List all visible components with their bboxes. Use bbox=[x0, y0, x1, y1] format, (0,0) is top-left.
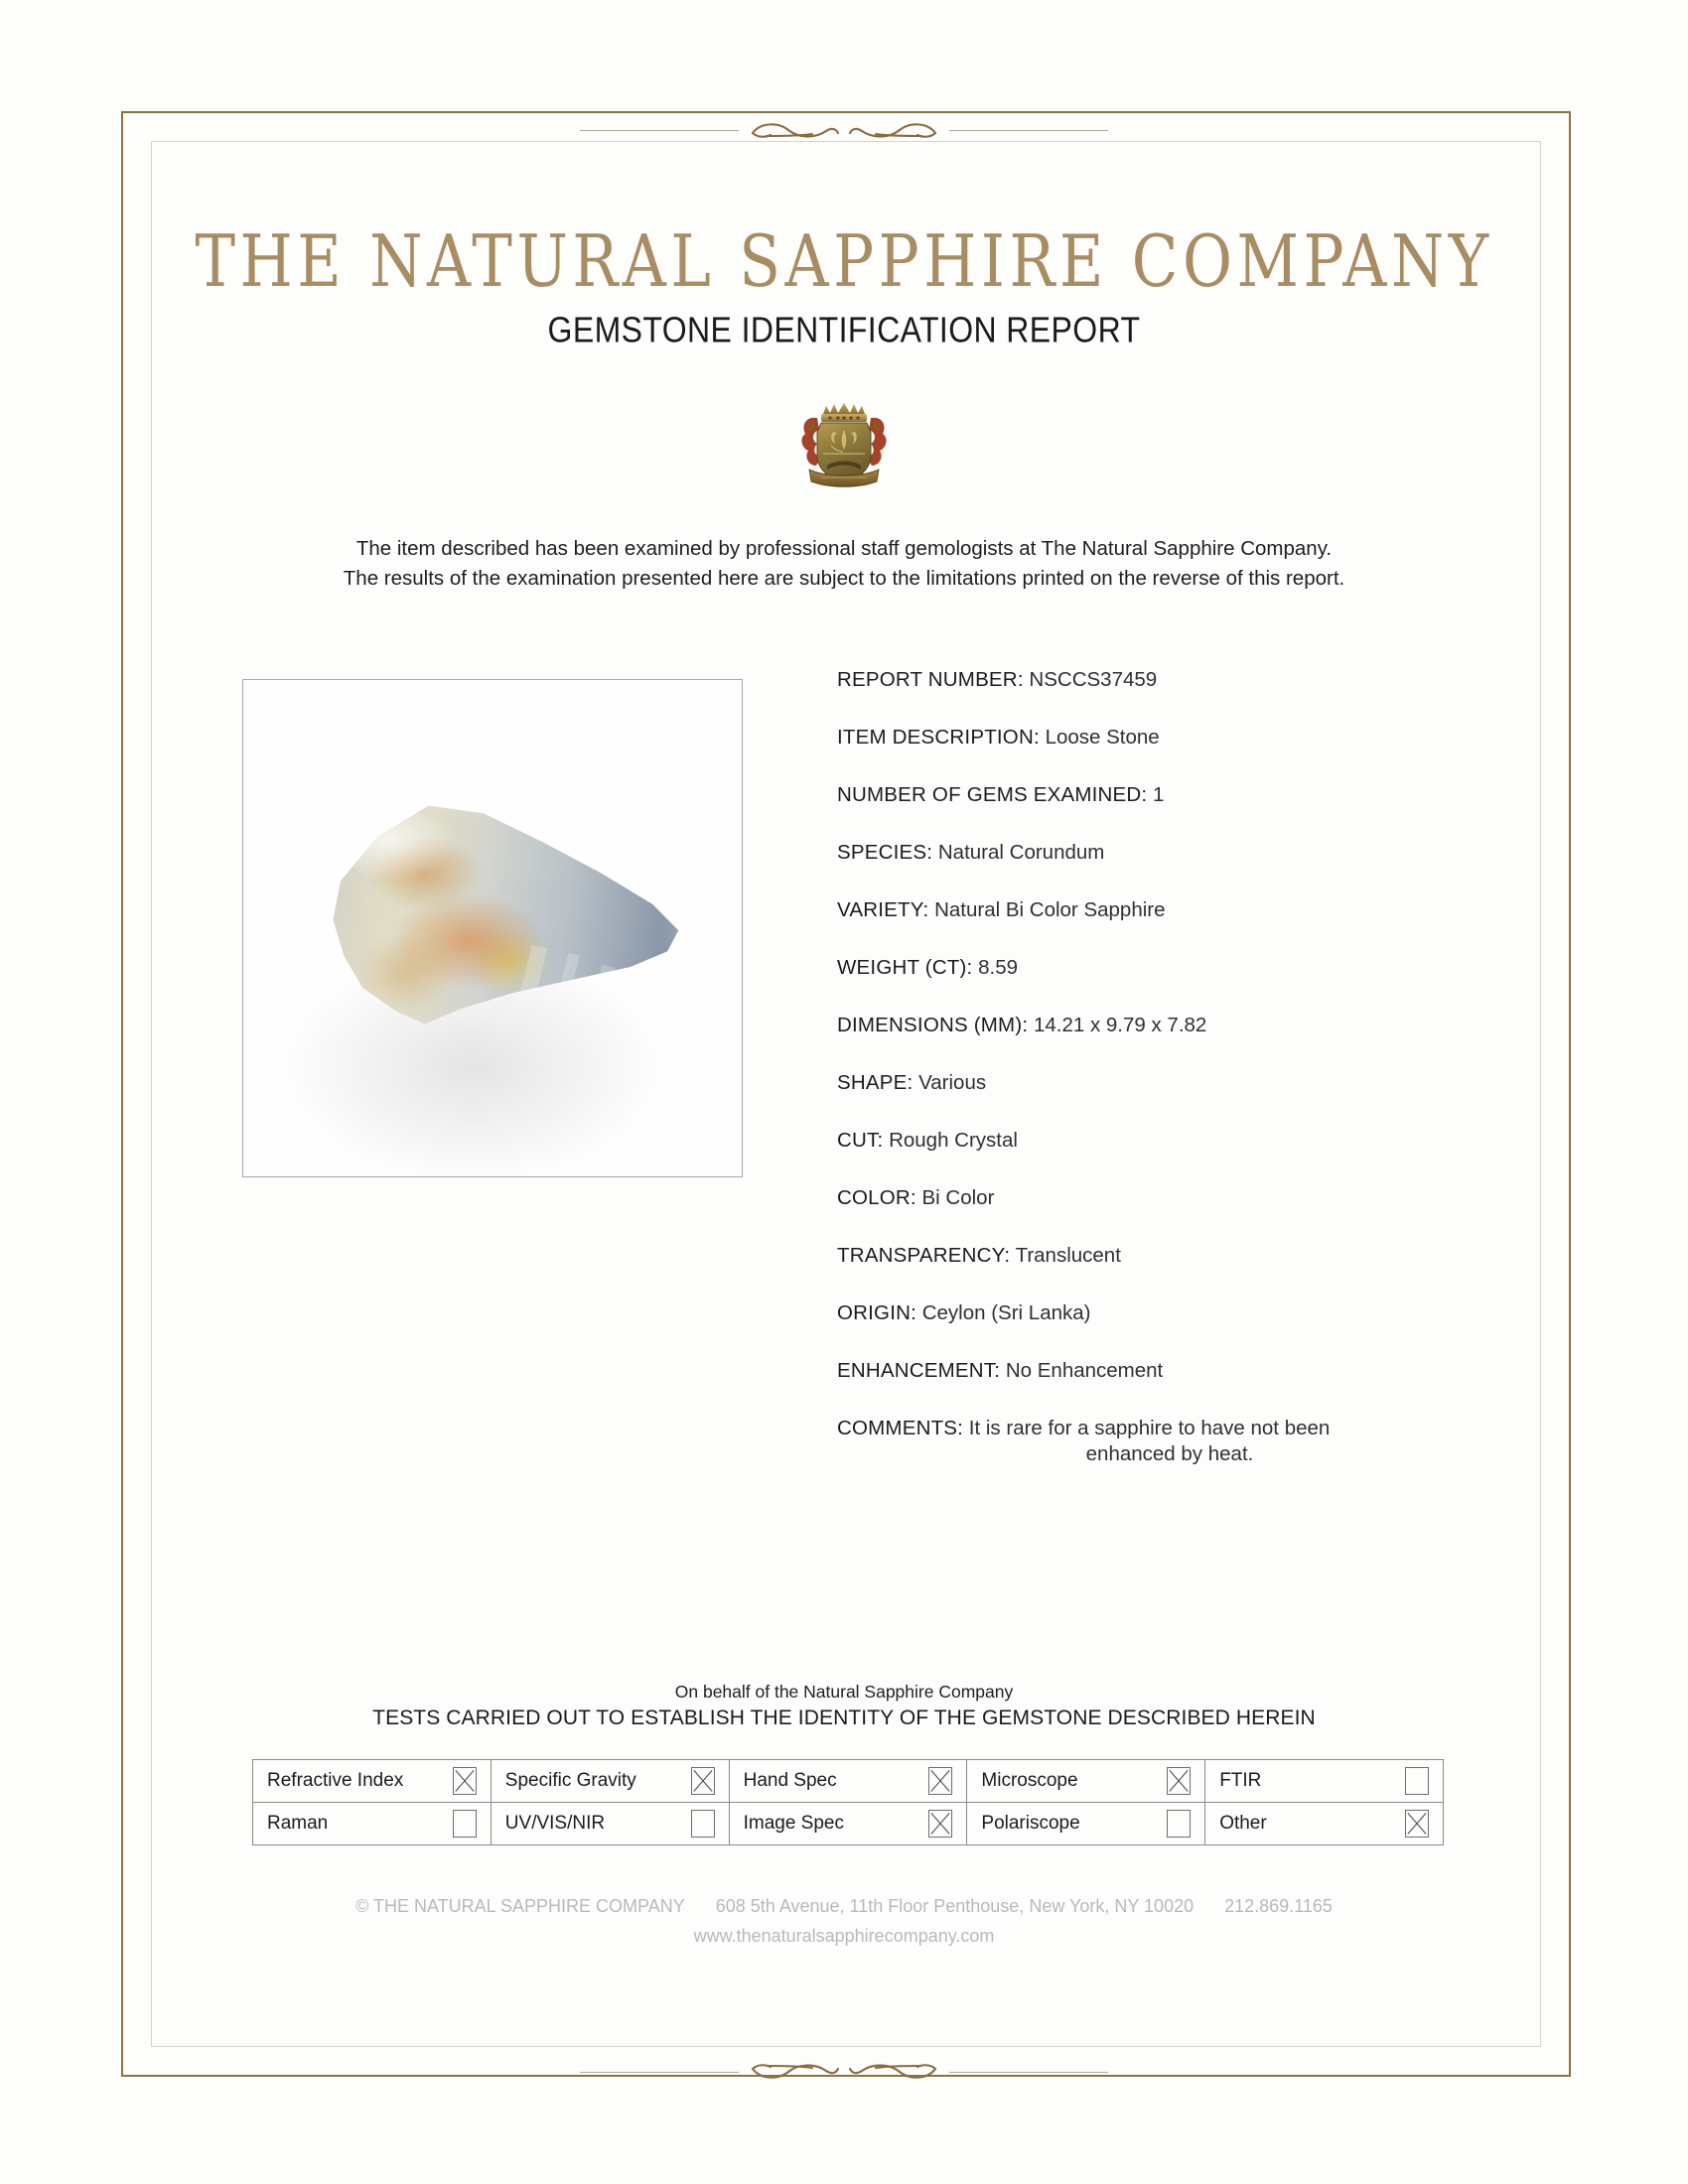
checkbox-ftir[interactable] bbox=[1405, 1767, 1429, 1795]
test-cell-specific-gravity[interactable] bbox=[491, 1760, 729, 1803]
detail-enhancement bbox=[837, 1358, 1473, 1384]
detail-shape bbox=[837, 1070, 1473, 1096]
checkbox-microscope[interactable] bbox=[1167, 1767, 1191, 1795]
test-label: Hand Spec bbox=[743, 1770, 837, 1791]
detail-comments bbox=[837, 1416, 1473, 1467]
detail-label: REPORT NUMBER: bbox=[837, 668, 1024, 691]
ornament-rule-left bbox=[580, 130, 739, 131]
detail-value: 8.59 bbox=[978, 956, 1019, 979]
detail-label: SHAPE: bbox=[837, 1071, 914, 1094]
tests-table bbox=[252, 1759, 1444, 1845]
detail-cut bbox=[837, 1128, 1473, 1154]
intro-line-1: The item described has been examined by professional staff gemologists at The Natural Sapphire Company. bbox=[355, 537, 1333, 560]
detail-value: Translucent bbox=[1015, 1244, 1121, 1267]
test-label: Microscope bbox=[981, 1770, 1078, 1791]
ornament-rule-right bbox=[949, 130, 1108, 131]
detail-dimensions bbox=[837, 1013, 1473, 1038]
checkbox-refractive-index[interactable] bbox=[453, 1767, 477, 1795]
detail-variety bbox=[837, 897, 1473, 923]
checkbox-specific-gravity[interactable] bbox=[691, 1767, 715, 1795]
detail-value: Bi Color bbox=[921, 1186, 995, 1209]
test-cell-uv-vis-nir[interactable] bbox=[491, 1803, 729, 1845]
footer bbox=[0, 1891, 1688, 1951]
test-cell-microscope[interactable] bbox=[967, 1760, 1205, 1803]
detail-report-number bbox=[837, 667, 1473, 693]
detail-value: Ceylon (Sri Lanka) bbox=[921, 1301, 1091, 1324]
ornament-top bbox=[0, 107, 1688, 153]
heraldic-crest-icon bbox=[787, 394, 901, 489]
detail-label: COMMENTS: bbox=[837, 1417, 964, 1439]
ornament-rule-right bbox=[949, 2072, 1108, 2073]
crystal-band bbox=[568, 964, 615, 1102]
detail-value: Rough Crystal bbox=[889, 1129, 1018, 1152]
detail-value: NSCCS37459 bbox=[1029, 668, 1158, 691]
detail-label: ITEM DESCRIPTION: bbox=[837, 726, 1040, 749]
gem-details-list bbox=[837, 667, 1473, 1499]
detail-value: No Enhancement bbox=[1005, 1359, 1164, 1382]
detail-label: NUMBER OF GEMS EXAMINED: bbox=[837, 783, 1148, 806]
detail-value: Natural Corundum bbox=[937, 841, 1105, 864]
test-label: Raman bbox=[267, 1813, 329, 1834]
crystal-highlight bbox=[339, 811, 458, 881]
detail-label: SPECIES: bbox=[837, 841, 933, 864]
detail-value: Various bbox=[918, 1071, 987, 1094]
detail-value: It is rare for a sapphire to have not been bbox=[968, 1417, 1331, 1439]
footer-copyright: © THE NATURAL SAPPHIRE COMPANY bbox=[355, 1896, 685, 1916]
detail-value: 1 bbox=[1153, 783, 1165, 806]
ornament-rule-left bbox=[580, 2072, 739, 2073]
detail-label: VARIETY: bbox=[837, 898, 929, 921]
test-label: FTIR bbox=[1219, 1770, 1262, 1791]
detail-label: DIMENSIONS (MM): bbox=[837, 1014, 1029, 1036]
checkbox-raman[interactable] bbox=[453, 1810, 477, 1838]
gemstone-image-frame bbox=[242, 679, 743, 1177]
report-subtitle: GEMSTONE IDENTIFICATION REPORT bbox=[547, 310, 1141, 350]
detail-species bbox=[837, 840, 1473, 866]
detail-label: COLOR: bbox=[837, 1186, 916, 1209]
company-title: THE NATURAL SAPPHIRE COMPANY bbox=[195, 220, 1493, 304]
detail-number-of-gems bbox=[837, 782, 1473, 808]
table-row bbox=[253, 1760, 1444, 1803]
test-cell-other[interactable] bbox=[1205, 1803, 1444, 1845]
table-row bbox=[253, 1803, 1444, 1845]
test-cell-refractive-index[interactable] bbox=[253, 1760, 492, 1803]
gemstone-photo bbox=[243, 680, 742, 1176]
detail-value: Loose Stone bbox=[1045, 726, 1160, 749]
test-cell-polariscope[interactable] bbox=[967, 1803, 1205, 1845]
intro-paragraph bbox=[0, 534, 1688, 594]
checkbox-hand-spec[interactable] bbox=[928, 1767, 952, 1795]
checkbox-image-spec[interactable] bbox=[928, 1810, 952, 1838]
test-label: Polariscope bbox=[981, 1813, 1080, 1834]
detail-value-line2: enhanced by heat. bbox=[1085, 1442, 1254, 1465]
checkbox-polariscope[interactable] bbox=[1167, 1810, 1191, 1838]
test-label: Other bbox=[1219, 1813, 1267, 1834]
flourish-icon bbox=[745, 113, 943, 147]
test-label: Refractive Index bbox=[267, 1770, 404, 1791]
detail-label: WEIGHT (CT): bbox=[837, 956, 973, 979]
test-cell-raman[interactable] bbox=[253, 1803, 492, 1845]
flourish-icon bbox=[745, 2055, 943, 2089]
crystal-band bbox=[610, 980, 646, 1090]
test-cell-hand-spec[interactable] bbox=[729, 1760, 967, 1803]
checkbox-uv-vis-nir[interactable] bbox=[691, 1810, 715, 1838]
footer-phone: 212.869.1165 bbox=[1224, 1896, 1333, 1916]
detail-transparency bbox=[837, 1243, 1473, 1269]
tests-heading: TESTS CARRIED OUT TO ESTABLISH THE IDENTITY OF THE GEMSTONE DESCRIBED HEREIN bbox=[372, 1706, 1316, 1729]
detail-label: TRANSPARENCY: bbox=[837, 1244, 1011, 1267]
test-label: UV/VIS/NIR bbox=[504, 1813, 606, 1834]
ornament-bottom bbox=[0, 2049, 1688, 2095]
footer-line-1 bbox=[0, 1891, 1688, 1921]
detail-color bbox=[837, 1185, 1473, 1211]
intro-line-2: The results of the examination presented here are subject to the limitations printed on the reverse of this report. bbox=[343, 567, 1345, 590]
footer-address: 608 5th Avenue, 11th Floor Penthouse, New York, NY 10020 bbox=[715, 1896, 1195, 1916]
test-label: Specific Gravity bbox=[504, 1770, 636, 1791]
test-cell-image-spec[interactable] bbox=[729, 1803, 967, 1845]
footer-website[interactable]: www.thenaturalsapphirecompany.com bbox=[693, 1926, 995, 1946]
detail-label: ENHANCEMENT: bbox=[837, 1359, 1001, 1382]
checkbox-other[interactable] bbox=[1405, 1810, 1429, 1838]
detail-value: 14.21 x 9.79 x 7.82 bbox=[1033, 1014, 1207, 1036]
crystal-band bbox=[492, 945, 548, 1113]
on-behalf-text: On behalf of the Natural Sapphire Company bbox=[674, 1682, 1014, 1702]
detail-weight bbox=[837, 955, 1473, 981]
test-label: Image Spec bbox=[743, 1813, 844, 1834]
detail-item-description bbox=[837, 725, 1473, 751]
detail-value: Natural Bi Color Sapphire bbox=[934, 898, 1166, 921]
test-cell-ftir[interactable] bbox=[1205, 1760, 1444, 1803]
detail-origin bbox=[837, 1300, 1473, 1326]
detail-label: CUT: bbox=[837, 1129, 884, 1152]
detail-label: ORIGIN: bbox=[837, 1301, 916, 1324]
